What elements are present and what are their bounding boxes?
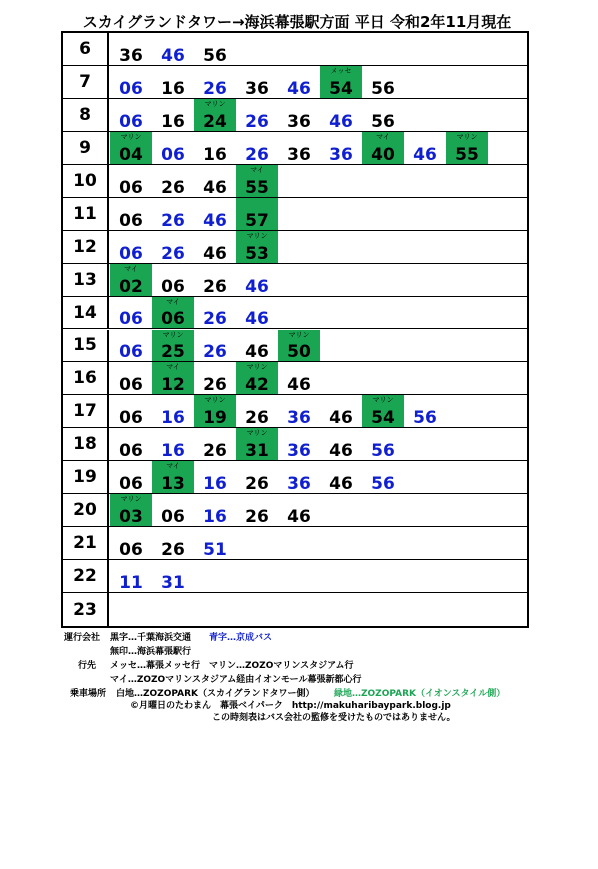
- departure-cell: [278, 66, 320, 98]
- departure-cell: [446, 132, 488, 164]
- destination-tag: マイ: [376, 132, 390, 141]
- departure-cell: [194, 99, 236, 131]
- departure-minute: 03: [119, 507, 143, 528]
- departure-cell: [194, 527, 236, 559]
- departure-cell: [110, 362, 152, 394]
- departure-cell: [362, 461, 404, 493]
- departure-cell: [152, 330, 194, 362]
- departure-minute: 06: [119, 177, 143, 198]
- destination-tag: マリン: [204, 99, 226, 108]
- departure-cell: [236, 198, 278, 230]
- departure-minute: 46: [287, 507, 311, 528]
- departure-cell: [110, 33, 152, 65]
- hour-cell: 23: [63, 593, 109, 626]
- departure-minute: 24: [203, 111, 227, 132]
- destination-tag: マリン: [456, 132, 478, 141]
- departure-minute: 54: [329, 78, 353, 99]
- departure-cell: [152, 132, 194, 164]
- departure-minute: 04: [119, 144, 143, 165]
- departure-minute: 46: [161, 45, 185, 66]
- departure-minute: 36: [287, 144, 311, 165]
- departure-cell: [236, 264, 278, 296]
- departure-cell: [236, 132, 278, 164]
- departure-cell: [110, 99, 152, 131]
- departure-cell: [152, 198, 194, 230]
- table-row: [63, 132, 527, 165]
- departure-minute: 56: [413, 408, 437, 429]
- destination-tag: マイ: [166, 297, 180, 306]
- departure-minute: 56: [371, 474, 395, 495]
- table-row: [63, 362, 527, 395]
- departure-cell: [152, 527, 194, 559]
- operator-label: 運行会社: [64, 633, 101, 643]
- departure-cell: [194, 264, 236, 296]
- hour-cell: 15: [63, 330, 109, 362]
- table-row: [63, 231, 527, 264]
- departure-cell: [362, 395, 404, 427]
- departure-minute: 26: [245, 474, 269, 495]
- departure-minute: 26: [203, 276, 227, 297]
- departure-cell: [194, 428, 236, 460]
- departure-minute: 26: [245, 408, 269, 429]
- table-row: [63, 264, 527, 297]
- departure-minute: 46: [287, 78, 311, 99]
- stop-white: 白地…ZOZOPARK（スカイグランドタワー側）: [116, 689, 315, 699]
- departure-minute: 16: [203, 474, 227, 495]
- hour-cell: 10: [63, 165, 109, 197]
- departure-cell: [110, 461, 152, 493]
- departure-minute: 56: [371, 111, 395, 132]
- departure-cell: [110, 66, 152, 98]
- destination-tag: マリン: [372, 396, 394, 405]
- departure-cell: [194, 66, 236, 98]
- departure-minute: 06: [119, 375, 143, 396]
- departure-minute: 19: [203, 408, 227, 429]
- departure-cell: [278, 330, 320, 362]
- departure-minute: 46: [329, 441, 353, 462]
- departure-minute: 26: [203, 441, 227, 462]
- departure-minute: 36: [287, 111, 311, 132]
- departure-cell: [278, 494, 320, 526]
- departure-minute: 25: [161, 342, 185, 363]
- departure-cell: [320, 395, 362, 427]
- departure-minute: 06: [119, 408, 143, 429]
- departure-cell: [236, 362, 278, 394]
- departure-cell: [236, 165, 278, 197]
- hour-cell: 13: [63, 264, 109, 296]
- departure-minute: 06: [119, 243, 143, 264]
- departure-cell: [404, 395, 446, 427]
- credit: ©月曜日のたわまん 幕張ベイパーク http://makuharibaypark.blog.jp: [130, 701, 451, 711]
- departure-cell: [152, 297, 194, 329]
- departure-minute: 26: [161, 243, 185, 264]
- hour-cell: 18: [63, 428, 109, 460]
- departure-cell: [194, 297, 236, 329]
- departure-minute: 46: [245, 309, 269, 330]
- departure-cell: [152, 264, 194, 296]
- table-row: [63, 165, 527, 198]
- hour-cell: 9: [63, 132, 109, 164]
- departure-minute: 26: [203, 78, 227, 99]
- departure-cell: [152, 33, 194, 65]
- departure-minute: 06: [119, 441, 143, 462]
- table-row: [63, 395, 527, 428]
- departure-minute: 40: [371, 144, 395, 165]
- table-row: [63, 593, 527, 626]
- stop-green: 緑地…ZOZOPARK（イオンスタイル側）: [334, 689, 506, 699]
- hour-cell: 11: [63, 198, 109, 230]
- departure-cell: [110, 395, 152, 427]
- departure-cell: [152, 494, 194, 526]
- destination-tag: マリン: [204, 396, 226, 405]
- departure-minute: 36: [329, 144, 353, 165]
- departure-minute: 26: [161, 210, 185, 231]
- departure-minute: 46: [203, 210, 227, 231]
- departure-cell: [236, 231, 278, 263]
- departure-minute: 26: [161, 540, 185, 561]
- departure-cell: [236, 395, 278, 427]
- destination-tag: マイ: [166, 462, 180, 471]
- hour-cell: 7: [63, 66, 109, 98]
- departure-minute: 12: [161, 375, 185, 396]
- hour-cell: 22: [63, 560, 109, 592]
- departure-minute: 46: [413, 144, 437, 165]
- departure-cell: [194, 395, 236, 427]
- departure-cell: [320, 461, 362, 493]
- departure-minute: 54: [371, 408, 395, 429]
- departure-cell: [278, 362, 320, 394]
- departure-minute: 16: [161, 78, 185, 99]
- destination-tag: マリン: [120, 495, 142, 504]
- hour-cell: 21: [63, 527, 109, 559]
- departure-cell: [320, 428, 362, 460]
- departure-cell: [110, 494, 152, 526]
- departure-cell: [404, 132, 446, 164]
- departure-minute: 46: [287, 375, 311, 396]
- table-row: [63, 428, 527, 461]
- destination-tag: マイ: [250, 165, 264, 174]
- departure-cell: [194, 330, 236, 362]
- table-row: [63, 560, 527, 593]
- departure-minute: 11: [119, 573, 143, 594]
- table-row: [63, 330, 527, 363]
- departure-cell: [194, 494, 236, 526]
- departure-minute: 46: [245, 276, 269, 297]
- departure-minute: 46: [329, 474, 353, 495]
- departure-minute: 06: [161, 276, 185, 297]
- departure-minute: 46: [203, 177, 227, 198]
- departure-cell: [152, 428, 194, 460]
- departure-minute: 02: [119, 276, 143, 297]
- departure-cell: [152, 560, 194, 592]
- destination-tag: マリン: [288, 330, 310, 339]
- hour-cell: 19: [63, 461, 109, 493]
- departure-minute: 26: [245, 111, 269, 132]
- departure-minute: 55: [455, 144, 479, 165]
- departure-minute: 06: [161, 144, 185, 165]
- destination-tag: マイ: [124, 264, 138, 273]
- departure-cell: [320, 66, 362, 98]
- table-row: [63, 66, 527, 99]
- departure-cell: [152, 99, 194, 131]
- departure-minute: 06: [161, 309, 185, 330]
- departure-cell: [194, 132, 236, 164]
- departure-minute: 42: [245, 375, 269, 396]
- departure-cell: [110, 527, 152, 559]
- departure-minute: 16: [161, 408, 185, 429]
- departure-cell: [110, 297, 152, 329]
- destination-tag: マリン: [246, 363, 268, 372]
- timetable-grid: [61, 31, 529, 628]
- departure-minute: 36: [245, 78, 269, 99]
- departure-cell: [194, 198, 236, 230]
- departure-cell: [320, 99, 362, 131]
- departure-minute: 36: [287, 474, 311, 495]
- dest-label: 行先: [78, 661, 97, 671]
- departure-cell: [110, 132, 152, 164]
- departure-cell: [278, 99, 320, 131]
- hour-cell: 20: [63, 494, 109, 526]
- table-row: [63, 99, 527, 132]
- departure-minute: 13: [161, 474, 185, 495]
- departure-minute: 51: [203, 540, 227, 561]
- departure-minute: 16: [161, 111, 185, 132]
- departure-cell: [152, 362, 194, 394]
- departure-cell: [362, 428, 404, 460]
- departure-cell: [236, 461, 278, 493]
- table-row: [63, 494, 527, 527]
- departure-cell: [236, 297, 278, 329]
- departure-minute: 06: [119, 309, 143, 330]
- departure-cell: [152, 231, 194, 263]
- departure-minute: 16: [161, 441, 185, 462]
- dest-line-1: メッセ…幕張メッセ行 マリン…ZOZOマリンスタジアム行: [110, 661, 354, 671]
- departure-cell: [194, 461, 236, 493]
- departure-minute: 06: [119, 540, 143, 561]
- departure-cell: [278, 461, 320, 493]
- departure-cell: [152, 66, 194, 98]
- departure-minute: 56: [203, 45, 227, 66]
- destination-tag: メッセ: [330, 66, 352, 75]
- destination-tag: マリン: [246, 231, 268, 240]
- departure-minute: 26: [245, 144, 269, 165]
- destination-tag: マリン: [246, 429, 268, 438]
- stop-label: 乗車場所: [70, 689, 107, 699]
- departure-minute: 56: [371, 78, 395, 99]
- departure-cell: [194, 165, 236, 197]
- departure-minute: 26: [203, 375, 227, 396]
- departure-cell: [110, 231, 152, 263]
- departure-cell: [110, 330, 152, 362]
- departure-cell: [110, 428, 152, 460]
- table-row: [63, 297, 527, 330]
- departure-minute: 36: [287, 441, 311, 462]
- departure-minute: 26: [161, 177, 185, 198]
- departure-minute: 50: [287, 342, 311, 363]
- hour-cell: 6: [63, 33, 109, 65]
- dest-line-2: マイ…ZOZOマリンスタジアム経由イオンモール幕張新都心行: [110, 675, 362, 685]
- hour-cell: 8: [63, 99, 109, 131]
- departure-minute: 31: [161, 573, 185, 594]
- departure-minute: 36: [119, 45, 143, 66]
- departure-cell: [236, 99, 278, 131]
- hour-cell: 14: [63, 297, 109, 329]
- departure-minute: 56: [371, 441, 395, 462]
- departure-cell: [236, 330, 278, 362]
- departure-cell: [194, 231, 236, 263]
- departure-minute: 06: [119, 111, 143, 132]
- departure-cell: [110, 198, 152, 230]
- hour-cell: 12: [63, 231, 109, 263]
- departure-cell: [278, 395, 320, 427]
- departure-minute: 55: [245, 177, 269, 198]
- departure-cell: [362, 132, 404, 164]
- departure-cell: [320, 132, 362, 164]
- table-row: [63, 198, 527, 231]
- mark-note: 無印…海浜幕張駅行: [110, 647, 192, 657]
- departure-minute: 31: [245, 441, 269, 462]
- departure-cell: [362, 99, 404, 131]
- departure-minute: 06: [119, 474, 143, 495]
- departure-minute: 53: [245, 243, 269, 264]
- departure-cell: [194, 33, 236, 65]
- table-row: [63, 527, 527, 560]
- destination-tag: マリン: [120, 132, 142, 141]
- departure-minute: 57: [245, 210, 269, 231]
- departure-minute: 36: [287, 408, 311, 429]
- table-row: [63, 33, 527, 66]
- departure-minute: 16: [203, 144, 227, 165]
- departure-minute: 16: [203, 507, 227, 528]
- departure-minute: 06: [119, 210, 143, 231]
- hour-cell: 17: [63, 395, 109, 427]
- departure-minute: 06: [119, 78, 143, 99]
- departure-cell: [110, 264, 152, 296]
- departure-cell: [236, 428, 278, 460]
- departure-cell: [236, 494, 278, 526]
- operator-blue: 青字…京成バス: [209, 633, 273, 643]
- page-title: スカイグランドタワー→海浜幕張駅方面 平日 令和2年11月現在: [82, 13, 512, 31]
- departure-minute: 26: [245, 507, 269, 528]
- departure-cell: [152, 395, 194, 427]
- operator-black: 黒字…千葉海浜交通: [110, 633, 192, 643]
- destination-tag: マイ: [166, 363, 180, 372]
- departure-minute: 46: [245, 342, 269, 363]
- hour-cell: 16: [63, 362, 109, 394]
- departure-minute: 46: [329, 111, 353, 132]
- table-row: [63, 461, 527, 494]
- departure-cell: [362, 66, 404, 98]
- departure-minute: 26: [203, 309, 227, 330]
- disclaimer: この時刻表はバス会社の監修を受けたものではありません。: [212, 713, 456, 723]
- departure-minute: 26: [203, 342, 227, 363]
- departure-minute: 06: [119, 342, 143, 363]
- departure-cell: [152, 165, 194, 197]
- departure-minute: 06: [161, 507, 185, 528]
- departure-minute: 46: [203, 243, 227, 264]
- departure-cell: [194, 362, 236, 394]
- departure-cell: [278, 428, 320, 460]
- destination-tag: マリン: [162, 330, 184, 339]
- departure-cell: [278, 132, 320, 164]
- departure-minute: 46: [329, 408, 353, 429]
- departure-cell: [236, 66, 278, 98]
- departure-cell: [152, 461, 194, 493]
- departure-cell: [110, 165, 152, 197]
- departure-cell: [110, 560, 152, 592]
